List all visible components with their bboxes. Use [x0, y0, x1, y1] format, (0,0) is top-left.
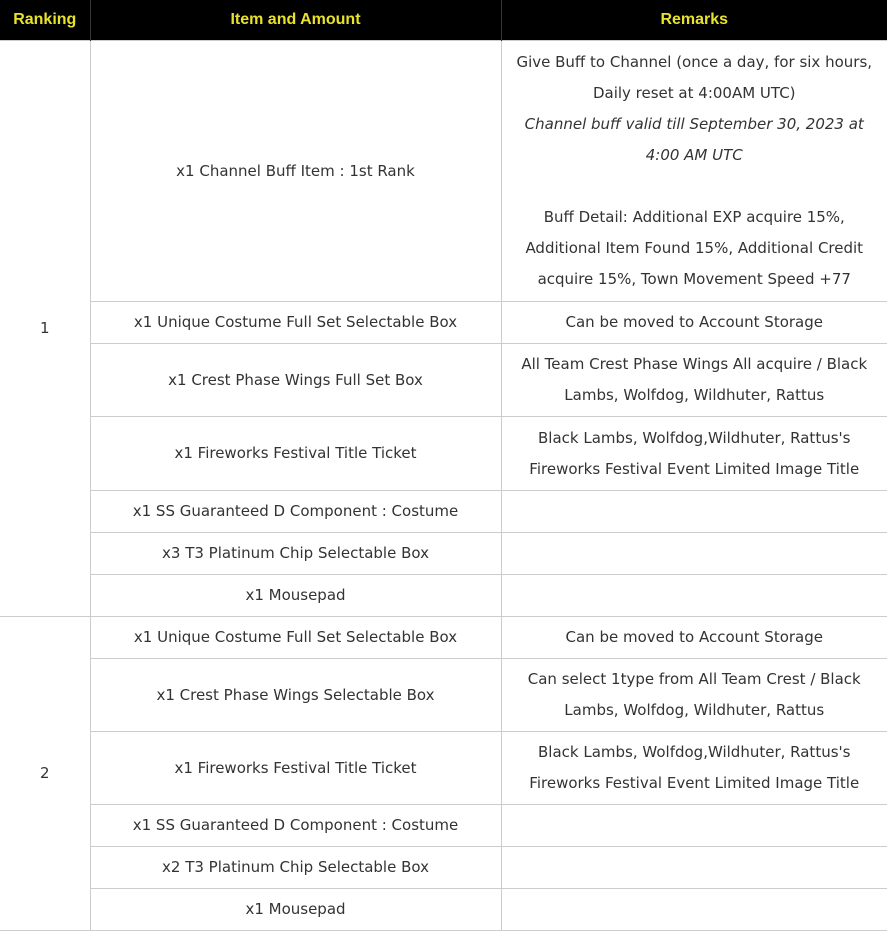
item-cell: x1 SS Guaranteed D Component : Costume — [90, 491, 501, 533]
header-item-and-amount: Item and Amount — [90, 0, 501, 41]
remark-cell: Black Lambs, Wolfdog,Wildhuter, Rattus's Fireworks Festival Event Limited Image Title — [501, 732, 887, 805]
remark-cell — [501, 491, 887, 533]
rank-cell: 2 — [0, 617, 90, 931]
remark-spacer — [512, 171, 878, 202]
item-cell: x2 T3 Platinum Chip Selectable Box — [90, 847, 501, 889]
remark-text-italic: Channel buff valid till September 30, 2023 at 4:00 AM UTC — [524, 115, 864, 164]
item-cell: x1 Crest Phase Wings Full Set Box — [90, 344, 501, 417]
table-row — [0, 889, 887, 931]
remark-cell: Can be moved to Account Storage — [501, 302, 887, 344]
table-header — [0, 0, 887, 41]
item-cell: x1 Channel Buff Item : 1st Rank — [90, 41, 501, 302]
item-cell: x1 Fireworks Festival Title Ticket — [90, 417, 501, 491]
remark-cell — [501, 805, 887, 847]
remark-cell — [501, 575, 887, 617]
table-row — [0, 41, 887, 302]
item-cell: x3 T3 Platinum Chip Selectable Box — [90, 533, 501, 575]
item-cell: x1 Fireworks Festival Title Ticket — [90, 732, 501, 805]
remark-cell: Can be moved to Account Storage — [501, 617, 887, 659]
header-remarks: Remarks — [501, 0, 887, 41]
item-cell: x1 Crest Phase Wings Selectable Box — [90, 659, 501, 732]
item-cell: x1 Unique Costume Full Set Selectable Box — [90, 617, 501, 659]
remark-cell: Can select 1type from All Team Crest / Black Lambs, Wolfdog, Wildhuter, Rattus — [501, 659, 887, 732]
table-body — [0, 41, 887, 931]
table-row — [0, 417, 887, 491]
table-row — [0, 617, 887, 659]
table-row — [0, 533, 887, 575]
remark-text: Buff Detail: Additional EXP acquire 15%, Additional Item Found 15%, Additional Credit acquire 15%, Town Movement Speed +77 — [525, 208, 864, 288]
table-row — [0, 344, 887, 417]
table-row — [0, 805, 887, 847]
remark-cell: All Team Crest Phase Wings All acquire / Black Lambs, Wolfdog, Wildhuter, Rattus — [501, 344, 887, 417]
table-row — [0, 659, 887, 732]
table-row — [0, 575, 887, 617]
remark-cell — [501, 847, 887, 889]
header-ranking: Ranking — [0, 0, 90, 41]
item-cell: x1 SS Guaranteed D Component : Costume — [90, 805, 501, 847]
remark-cell — [501, 889, 887, 931]
table-row — [0, 491, 887, 533]
item-cell: x1 Mousepad — [90, 889, 501, 931]
table-row — [0, 732, 887, 805]
remark-cell — [501, 41, 887, 302]
item-cell: x1 Mousepad — [90, 575, 501, 617]
table-row — [0, 302, 887, 344]
remark-text: Give Buff to Channel (once a day, for six hours, Daily reset at 4:00AM UTC) — [516, 53, 873, 102]
rank-cell: 1 — [0, 41, 90, 617]
item-cell: x1 Unique Costume Full Set Selectable Box — [90, 302, 501, 344]
remark-cell — [501, 533, 887, 575]
table-row — [0, 847, 887, 889]
remark-cell: Black Lambs, Wolfdog,Wildhuter, Rattus's Fireworks Festival Event Limited Image Title — [501, 417, 887, 491]
